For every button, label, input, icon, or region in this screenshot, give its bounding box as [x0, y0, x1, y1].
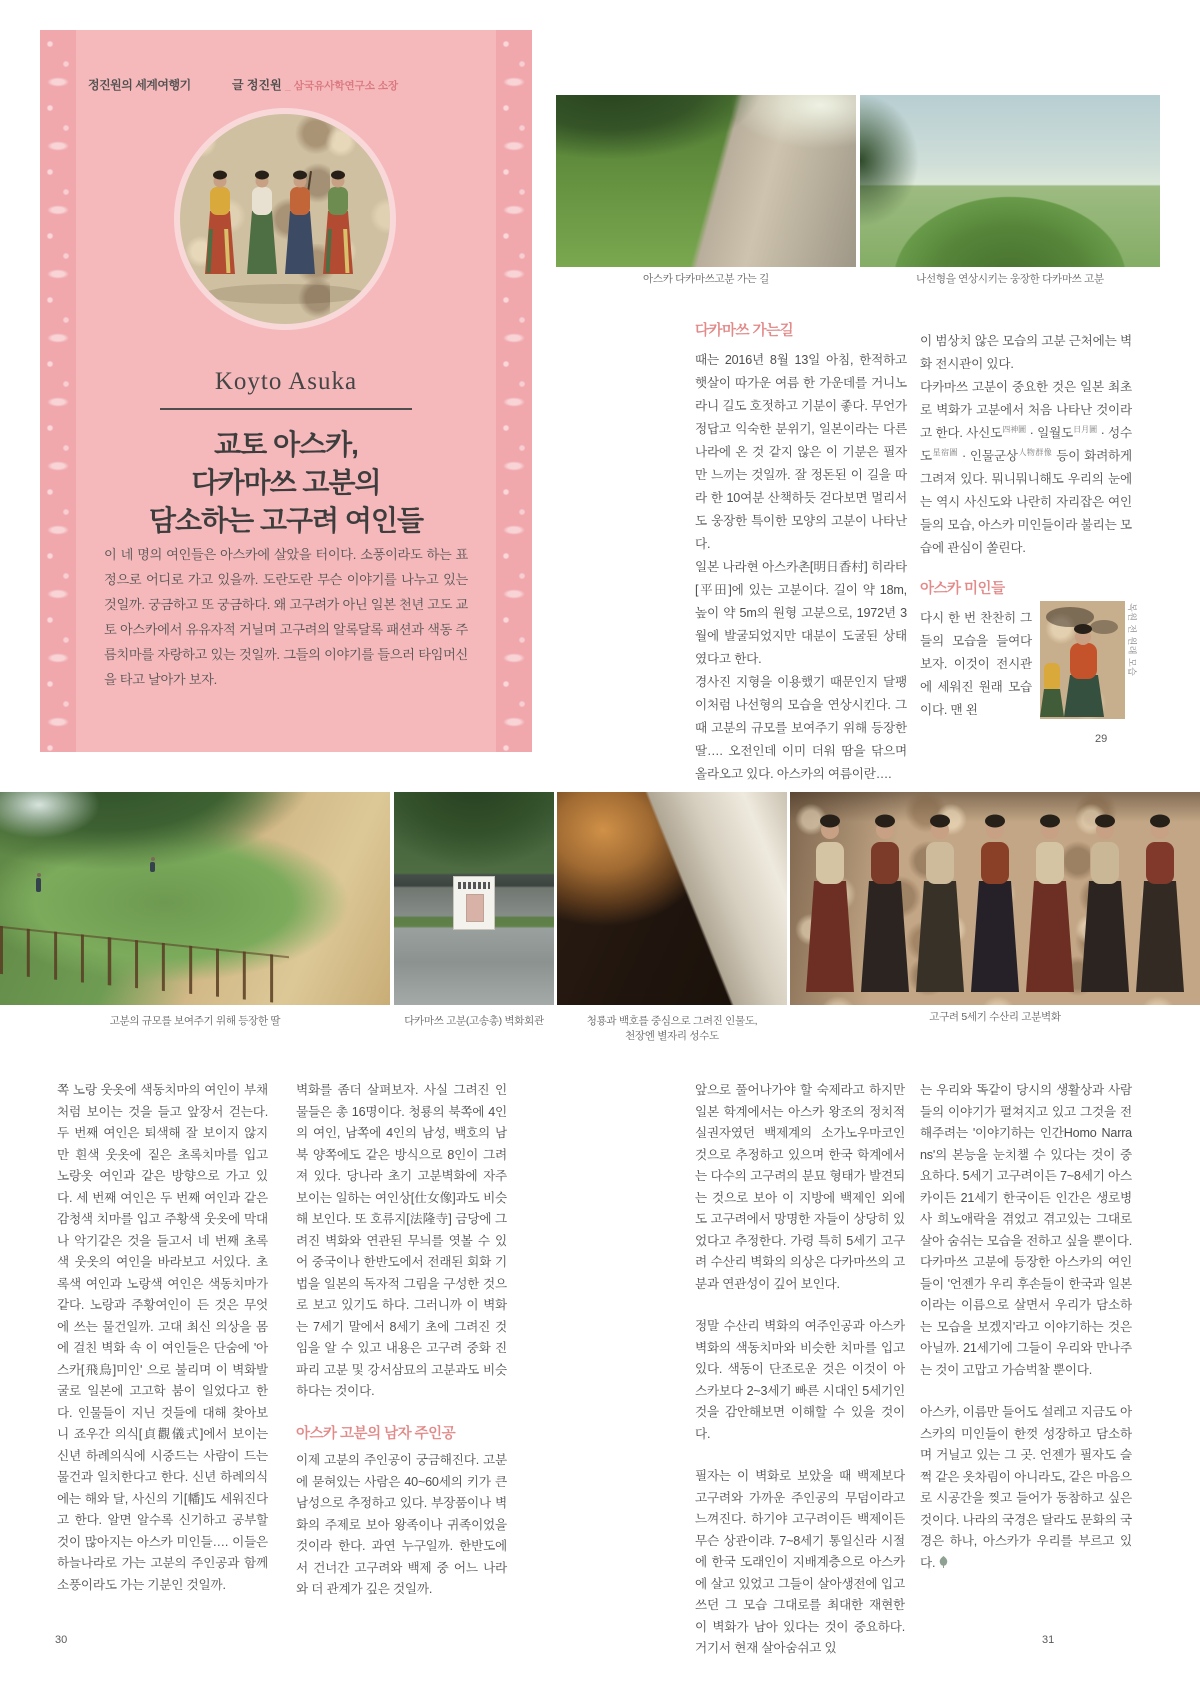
section-heading-takamatsu: 다카마쓰 가는길 [695, 323, 794, 339]
mural-circle-photo [180, 114, 390, 324]
page29-column-left [695, 320, 907, 786]
paragraph-with-endmark [920, 1402, 1132, 1575]
person-figure [150, 862, 155, 872]
paragraph: 는 우리와 똑같이 당시의 생활상과 사람들의 이야기가 펼쳐지고 있고 그것을 전해주려는 '이야기하는 인간Homo Narrans'의 본능을 눈치챌 수 있다는 것이 중요하다. 5세기 고구려이든 7~8세기 아스카이든 21세기 한국이든 인간은 생로병사 희노애락을 겪었고 겪고있는 그대로 살아 숨쉬는 모습을 전하고 싶을 뿐이다. 다카마쓰 고분에 등장한 아스카의 여인들이 '언젠가 우리 후손들이 한국과 일본이라는 이름으로 살면서 우리가 담소하는 모습을 보겠지'라고 이야기하는 것은 아닐까. 21세기에 그들이 우리와 만나주는 것이 고맙고 가슴벅찰 뿐이다. [920, 1083, 1132, 1377]
paragraph: 다시 한 번 찬찬히 그들의 모습을 들여다 보자. 이것이 전시관에 세워진 원래 모습이다. 맨 왼 [920, 611, 1032, 717]
page31-column-1 [695, 1080, 905, 1660]
mid-caption-3 [542, 1014, 802, 1044]
byline-author: 글 정진원 [232, 78, 282, 92]
asuka-beauties-illustration [180, 114, 390, 324]
text-run: 등이 화려하게 그려져 있다. 뭐니뭐니해도 우리의 눈에는 역시 사신도와 나란히 자리잡은 여인들의 모습, 아스카 미인들이라 불리는 모습에 관심이 쏠린다. [920, 449, 1132, 555]
text-run: · 성수도 [920, 426, 1132, 463]
hanja-superscript: 日月圖 [1073, 424, 1098, 434]
paragraph: 경사진 지형을 이용했기 때문인지 달팽이처럼 나선형의 모습을 연상시킨다. 그때 고분의 규모를 보여주기 위해 등장한 딸…. 오전인데 이미 더워 땀을 닦으며 올라오고 있다. 아스카의 여름이란…. [695, 675, 907, 781]
inset-mural-figure [1040, 601, 1125, 719]
hall-sign [453, 876, 495, 930]
fence-detail [0, 926, 289, 1004]
photo-susanri-mural [790, 792, 1200, 1005]
series-title: 정진원의 세계여행기 [88, 78, 191, 92]
paragraph: 정말 수산리 벽화의 여주인공과 아스카 벽화의 색동치마와 비슷한 치마를 입고 있다. 색동이 단조로운 것은 이것이 아스카보다 2~3세기 빠른 시대인 5세기인 것을 감안해보면 이해할 수 있을 것이다. [695, 1319, 905, 1441]
paragraph: 이제 고분의 주인공이 궁금해진다. 고분에 묻혀있는 사람은 40~60세의 키가 큰 남성으로 추정하고 있다. 부장품이나 벽화의 주제로 보아 왕족이나 귀족이었을 것이라 한다. 과연 누구일까. 한반도에서 건너간 고구려와 백제 중 어느 나라와 더 관계가 깊은 것일까. [296, 1453, 507, 1596]
paragraph: 일본 나라현 아스카촌[明日香村] 히라타[平田]에 있는 고분이다. 길이 약 18m, 높이 약 5m의 원형 고분으로, 1972년 3월에 발굴되었지만 대분이 도굴된 상태였다고 한다. [695, 560, 907, 666]
paragraph: 이 범상치 않은 모습의 고분 근처에는 벽화 전시관이 있다. [920, 334, 1132, 371]
title-divider [160, 408, 412, 410]
hanja-superscript: 人物群像 [1017, 447, 1053, 457]
mid-caption-3-line1: 청룡과 백호를 중심으로 그려진 인물도, [586, 1015, 758, 1027]
mid-caption-1: 고분의 규모를 보여주기 위해 등장한 딸 [109, 1015, 281, 1027]
inset-mural-photo [1040, 601, 1125, 719]
hanja-superscript: 四神圖 [1002, 424, 1027, 434]
mid-caption-3-line2: 천장엔 별자리 성수도 [625, 1030, 719, 1042]
page30-column-2 [296, 1080, 507, 1601]
byline-affiliation: _ 삼국유사학연구소 소장 [285, 80, 399, 92]
paragraph: 쪽 노랑 웃옷에 색동치마의 여인이 부채처럼 보이는 것을 들고 앞장서 걷는다. 두 번째 여인은 퇴색해 잘 보이지 않지만 흰색 웃옷에 짙은 초록치마를 입고 노랑옷 여인과 같은 방향으로 가고 있다. 세 번째 여인은 두 번째 여인과 같은 감청색 치마를 입고 주황색 웃옷에 막대나 악기같은 것을 들고서 네 번째 초록색 웃옷의 여인을 바라보고 서있다. 초록색 여인과 노랑색 여인은 색동치마가 같다. 노랑과 주황여인이 든 것은 무엇에 쓰는 물건일까. 고대 최신 의상을 몸에 걸친 벽화 속 이 여인들은 단숨에 '아스카[飛鳥]미인' 으로 불리며 이 벽화발굴로 일본에 고고학 붐이 일었다고 한다. 인물들이 지닌 것들에 대해 찾아보니 죠우간 의식[貞觀儀式]에서 보이는 신년 하례의식에 시중드는 사람이 드는 물건과 일치한다고 한다. 신년 하례의식에는 해와 달, 사신의 기[幡]도 세워진다고 한다. 알면 알수록 신기하고 공부할 것이 많아지는 아스카 미인들…. 이들은 하늘나라로 가는 고분의 주인공과 함께 소풍이라도 가는 기분인 것일까. [57, 1083, 268, 1592]
page-number-30: 30 [55, 1634, 68, 1646]
page-number-29: 29 [1095, 733, 1108, 745]
susanri-figures-illustration [790, 792, 1200, 1005]
paragraph: 앞으로 풀어나가야 할 숙제라고 하지만 일본 학계에서는 아스카 왕조의 정치적 실권자였던 백제계의 소가노우마코인 것으로 추정하고 있으며 한국 학계에서는 다수의 고구려의 분묘 형태가 발견되는 것으로 보아 이 지방에 백제인 외에도 고구려에서 망명한 자들이 상당히 있었다고 추정한다. 가령 특히 5세기 고구려 수산리 벽화의 의상은 다카마쓰의 고분과 연관성이 깊어 보인다. [695, 1083, 905, 1291]
text-run: · 일월도 [1026, 426, 1073, 440]
page-number-31: 31 [1042, 1634, 1055, 1646]
text-run: 아스카, 이름만 들어도 설레고 지금도 아스카의 미인들이 한껏 성장하고 담소하며 거닐고 있는 그 곳. 언젠가 필자도 슬쩍 같은 옷차림이 아니라도, 같은 마음으로 시공간을 찢고 들어가 동참하고 싶은 것이다. 나라의 국경은 달라도 문화의 국경은 하나, 아스카가 우리를 부르고 있다. [920, 1405, 1132, 1570]
text-run: · 인물군상 [958, 449, 1018, 463]
photo-takamatsu-mound [860, 95, 1160, 267]
photo-path-to-tomb [556, 95, 856, 267]
feature-title [40, 426, 532, 540]
section-heading-male-owner: 아스카 고분의 남자 주인공 [296, 1425, 456, 1442]
feature-title-line1: 교토 아스카, [214, 429, 358, 460]
english-title: Koyto Asuka [214, 368, 358, 395]
mid-caption-2: 다카마쓰 고분(고송총) 벽화회관 [404, 1015, 544, 1027]
paragraph-with-hanja [920, 376, 1132, 560]
person-figure [36, 878, 41, 892]
page30-column-1 [57, 1080, 268, 1596]
photo-path-caption: 아스카 다카마쓰고분 가는 길 [643, 273, 769, 285]
feature-title-line2: 다카마쓰 고분의 [191, 467, 381, 498]
page31-column-2 [920, 1080, 1132, 1575]
article-end-leaf-icon [938, 1554, 949, 1576]
inset-vertical-caption: 복원 전 원래 모습 [1127, 603, 1137, 677]
hanja-superscript: 星宿圖 [931, 447, 958, 457]
paragraph: 필자는 이 벽화로 보았을 때 백제보다 고구려와 가까운 주인공의 무덤이라고 느껴진다. 하기야 고구려이든 백제이든 무슨 상관이랴. 7~8세기 통일신라 시절에 한국 도래인이 지배계층으로 아스카에 살고 있었고 그들이 살아생전에 입고 쓰던 그 모습 그대로를 최대한 재현한 이 벽화가 남아 있다는 것이 중요하다. 거기서 현재 살아숨쉬고 있 [695, 1469, 905, 1655]
section-heading-asuka-beauties: 아스카 미인들 [920, 581, 1005, 597]
paragraph: 벽화를 좀더 살펴보자. 사실 그려진 인물들은 총 16명이다. 청룡의 북쪽에 4인의 여인, 남쪽에 4인의 남성, 백호의 남북 양쪽에도 같은 방식으로 8인이 그려져 있다. 당나라 초기 고분벽화에 자주 보이는 일하는 여인상[仕女像]과도 비슷해 보인다. 또 호류지[法隆寺] 금당에 그려진 벽화와 연관된 무늬를 엿볼 수 있어 중국이나 한반도에서 전래된 회화 기법을 일본의 독자적 그림을 구성한 것으로 보고 있기도 하다. 그러니까 이 벽화는 7세기 말에서 8세기 초에 그려진 것임을 알 수 있고 내용은 고구려 중화 진파리 고분 및 강서삼묘의 고분과도 비슷하다는 것이다. [296, 1083, 507, 1398]
photo-tomb-scale-daughter [0, 792, 390, 1005]
photo-mural-hall [394, 792, 554, 1005]
byline [232, 76, 398, 93]
photo-exhibit-interior [557, 792, 787, 1005]
text-run: 다카마쓰 고분이 중요한 것은 일본 최초로 벽화가 고분에서 처음 나타난 것이라고 한다. 사신도 [920, 380, 1132, 440]
photo-mound-caption: 나선형을 연상시키는 웅장한 다카마쓰 고분 [916, 273, 1104, 285]
feature-panel [40, 30, 532, 752]
mid-caption-4: 고구려 5세기 수산리 고분벽화 [929, 1011, 1061, 1023]
paragraph: 때는 2016년 8월 13일 아침, 한적하고 햇살이 따가운 여름 한 가운데를 거니노라니 길도 호젓하고 기분이 좋다. 무언가 정답고 익숙한 분위기, 일본이라는 다른 나라에 온 것 같지 않은 이 기분은 필자만 느끼는 것일까. 잘 정돈된 이 길을 따라 한 10여분 산책하듯 걷다보면 멀리서도 웅장한 특이한 모양의 고분이 나타난다. [695, 353, 907, 551]
feature-title-line3: 담소하는 고구려 여인들 [148, 505, 424, 536]
feature-intro: 이 네 명의 여인들은 아스카에 살았을 터이다. 소풍이라도 하는 표정으로 어디로 가고 있을까. 도란도란 무슨 이야기를 나누고 있는 것일까. 궁금하고 또 궁금하다. 왜 고구려가 아닌 일본 천년 고도 교토 아스카에서 유유자적 거닐며 고구려의 알록달록 패션과 색동 주름치마를 자랑하고 있는 것일까. 그들의 이야기를 들으러 타임머신을 타고 날아가 보자. [104, 547, 468, 687]
